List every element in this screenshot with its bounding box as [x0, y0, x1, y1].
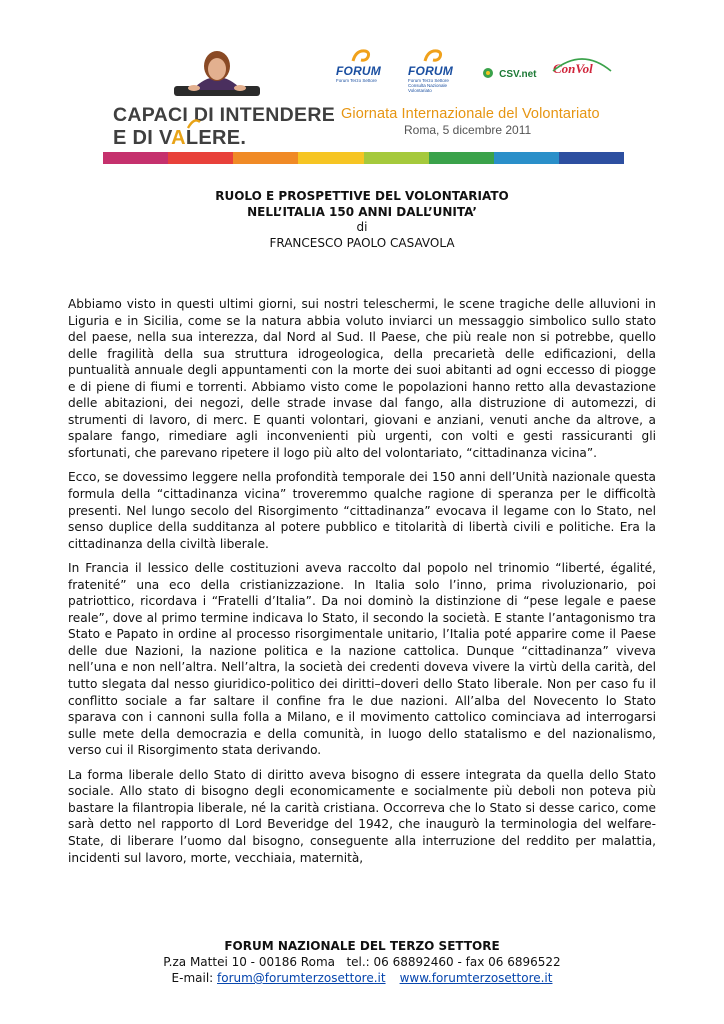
brand-accent-letter: A [171, 127, 186, 149]
color-stripe-segment [168, 152, 233, 164]
color-stripe-segment [364, 152, 429, 164]
forum-swirl-icon [350, 48, 372, 64]
color-stripe-segment [429, 152, 494, 164]
logo-forum-terzo-settore: FORUM Forum Terzo Settore [336, 48, 392, 83]
event-date: Roma, 5 dicembre 2011 [404, 123, 532, 137]
footer-address: P.za Mattei 10 - 00186 Roma tel.: 06 68892460 - fax 06 6896522 [163, 955, 561, 969]
email-label: E-mail: [171, 971, 218, 985]
footer-contacts [0, 970, 724, 986]
brand-line-2: E DI VALERE. [113, 127, 246, 150]
title-by: di [356, 220, 368, 234]
paragraph: In Francia il lessico delle costituzioni aveva raccolto dal popolo nel trinomio “liberté, égalité, fratenité” una eco della cristianizzazione. In Italia solo l’inno, prima rivoluzionario, poi patriottico, ricordava i “Fratelli d’Italia”. Da noi dominò la distinzione di “pese legale e paese reale”, dove al primo termine indicava lo Stato, il secondo la società. E stante l’antagonismo tra Stato e Papato in ordine al processo risorgimentale unitario, l’Italia poté apparire come il Paese delle due Nazioni, la nazione politica e la nazione cattolica. Dunque “cittadinanza” viveva nell’una e non nell’altra. Nell’altra, la società dei credenti doveva vivere la virtù della carità, del tutto slegata dal nesso giuridico-politico dei diritti–doveri dello Stato liberale. Non per caso fu il conflitto sociale a far saltare il confine fra le due nazioni. All’alba del Novecento lo Stato sparava con i cannoni sulla folla a Milano, e il movimento cattolico cominciava ad interrogarsi sulle mete della democrazia e della comunità, in luogo dello statalismo e del nazionalismo, verso cui il Risorgimento stata derivando. [68, 561, 656, 758]
paragraph: La forma liberale dello Stato di diritto aveva bisogno di essere integrata da quella dello Stato sociale. Allo stato di bisogno degli economicamente e socialmente più deboli non poteva più bastare la filantropia liberale, né la carità cristiana. Occorreva che lo Stato si desse carico, come sarà detto nel rapporto dl Lord Beveridge del 1942, che inaugurò la terminologia del welfare-State, di liberare l’uomo dal bisogno, conseguente alla interruzione del reddito per malattia, incidenti sul lavoro, morte, vecchiaia, maternità, [68, 767, 656, 865]
paragraph: Ecco, se dovessimo leggere nella profondità temporale dei 150 anni dell’Unità nazionale questa formula della “cittadinanza vicina” troveremmo qualche ragione di speranza per le difficoltà presenti. Nel lungo secolo del Risorgimento “cittadinanza” evocava il legame con lo Stato, nel senso duplice della sudditanza al potere pubblico e titolarità di libertà civili e politiche. Era la cittadinanza della civiltà liberale. [68, 470, 656, 551]
color-stripe-segment [559, 152, 624, 164]
header-banner [0, 0, 724, 180]
color-stripe-bar [103, 152, 624, 164]
logo-forum-consulta-volontariato: FORUM Forum Terzo Settore Consulta Nazionale Volontariato [408, 48, 464, 93]
accent-swoosh-icon [187, 119, 201, 129]
title-line-1: RUOLO E PROSPETTIVE DEL VOLONTARIATO [215, 189, 509, 203]
forum-swirl-icon [422, 48, 444, 64]
paragraph: Abbiamo visto in questi ultimi giorni, sui nostri teleschermi, le scene tragiche delle alluvioni in Liguria e in Sicilia, come se la natura abbia voluto inviarci un messaggio simbolico sullo stato del paese, nella sua interezza, dal Nord al Sud. Il Paese, che più reale non si potrebbe, quello delle fragilità della sua struttura idrogeologica, della precarietà delle edificazioni, della puntualità annuale degli appuntamenti con la morte dei suoi abitanti ad ogni eccesso di piogge e di piene di fiumi e torrenti. Abbiamo visto come le popolazioni hanno retto alla devastazione delle abitazioni, dei negozi, delle strade invase dal fango, alla distruzione di automezzi, di strumenti di lavoro, di merc. E quanti volontari, giovani e anziani, venuti anche da altrove, a spalare fango, rimediare agli inconvenienti più urgenti, con volti e gesti rassicuranti gli sfortunati, che parevano ripetere il logo più alto del volontariato, “cittadinanza vicina”. [68, 297, 656, 460]
brand-line-1: CAPACI DI INTENDERE [113, 104, 336, 126]
logo-convol: ConVol [553, 58, 593, 77]
logo-csvnet: CSV.net [482, 62, 537, 81]
footer [0, 938, 724, 986]
color-stripe-segment [103, 152, 168, 164]
document-title-block [0, 189, 724, 251]
csv-globe-icon [482, 67, 494, 79]
convol-arc-icon [549, 53, 615, 77]
color-stripe-segment [233, 152, 298, 164]
speaker-photo [172, 42, 262, 106]
website-link[interactable]: www.forumterzosettore.it [399, 971, 553, 985]
body-text [68, 296, 656, 874]
email-link[interactable]: forum@forumterzosettore.it [217, 971, 386, 985]
color-stripe-segment [298, 152, 363, 164]
event-title: Giornata Internazionale del Volontariato [341, 106, 600, 122]
title-line-2: NELL’ITALIA 150 ANNI DALL’UNITA’ [247, 204, 477, 219]
author-name: FRANCESCO PAOLO CASAVOLA [269, 235, 455, 250]
color-stripe-segment [494, 152, 559, 164]
footer-organization: FORUM NAZIONALE DEL TERZO SETTORE [224, 939, 500, 953]
